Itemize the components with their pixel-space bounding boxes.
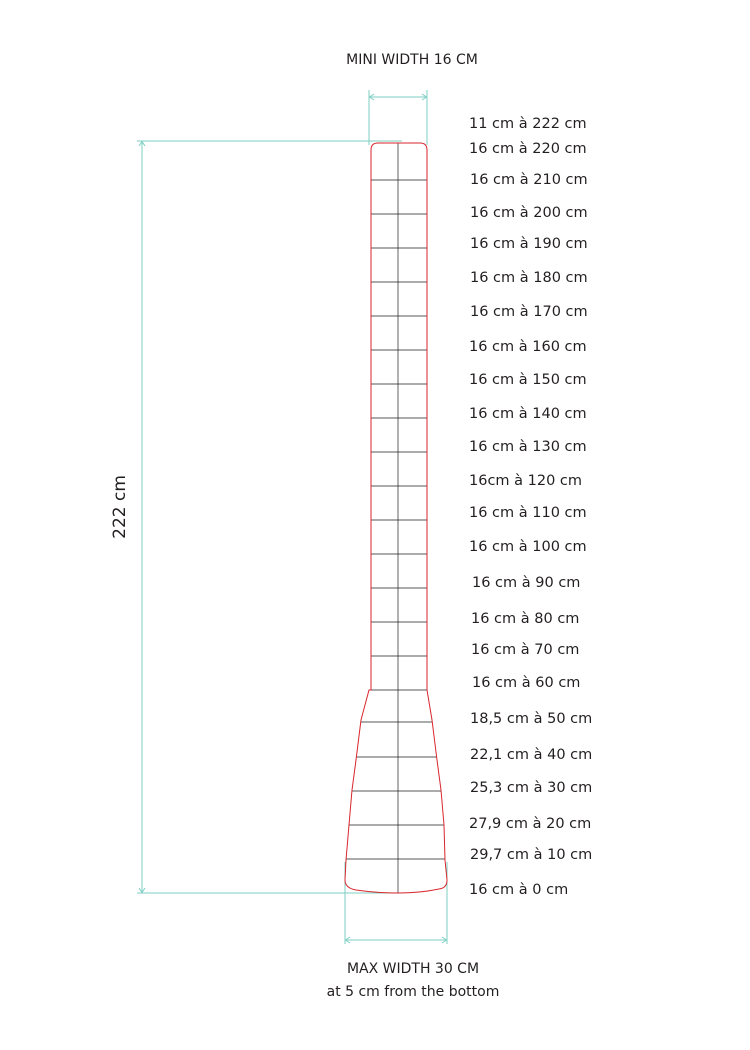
height-label: 222 cm <box>110 475 130 539</box>
measurement-label: 16 cm à 210 cm <box>470 172 588 188</box>
shape-grid <box>346 143 445 893</box>
bottom-width-dimension <box>345 862 447 944</box>
measurement-label: 25,3 cm à 30 cm <box>470 780 593 796</box>
bottom-subtitle: at 5 cm from the bottom <box>326 984 500 1000</box>
measurement-label: 16 cm à 180 cm <box>470 270 588 286</box>
measurement-label: 16 cm à 0 cm <box>469 882 569 898</box>
measurement-label: 16 cm à 140 cm <box>469 406 587 422</box>
measurement-label: 16 cm à 90 cm <box>472 575 581 591</box>
measurement-label: 16cm à 120 cm <box>469 473 583 489</box>
measurement-label: 16 cm à 110 cm <box>469 505 587 521</box>
measurement-label: 16 cm à 220 cm <box>469 141 587 157</box>
measurement-labels <box>469 116 592 898</box>
measurement-label: 16 cm à 100 cm <box>469 539 587 555</box>
measurement-label: 16 cm à 160 cm <box>469 339 587 355</box>
top-width-dimension <box>369 90 427 145</box>
measurement-label: 22,1 cm à 40 cm <box>470 747 593 763</box>
measurement-label: 16 cm à 130 cm <box>469 439 587 455</box>
measurement-label: 18,5 cm à 50 cm <box>470 711 593 727</box>
measurement-label: 16 cm à 170 cm <box>470 304 588 320</box>
measurement-label: 16 cm à 80 cm <box>471 611 580 627</box>
measurement-label: 16 cm à 200 cm <box>470 205 588 221</box>
measurement-label: 16 cm à 70 cm <box>471 642 580 658</box>
measurement-label: 16 cm à 190 cm <box>470 236 588 252</box>
measurement-label: 16 cm à 60 cm <box>472 675 581 691</box>
measurement-label: 29,7 cm à 10 cm <box>470 847 593 863</box>
measurement-label: 16 cm à 150 cm <box>469 372 587 388</box>
height-dimension <box>137 141 402 893</box>
bottom-title: MAX WIDTH 30 CM <box>346 961 480 977</box>
top-title: MINI WIDTH 16 CM <box>346 52 478 68</box>
measurement-label: 27,9 cm à 20 cm <box>469 816 592 832</box>
shape-outline <box>345 143 447 893</box>
measurement-label: 11 cm à 222 cm <box>469 116 587 132</box>
